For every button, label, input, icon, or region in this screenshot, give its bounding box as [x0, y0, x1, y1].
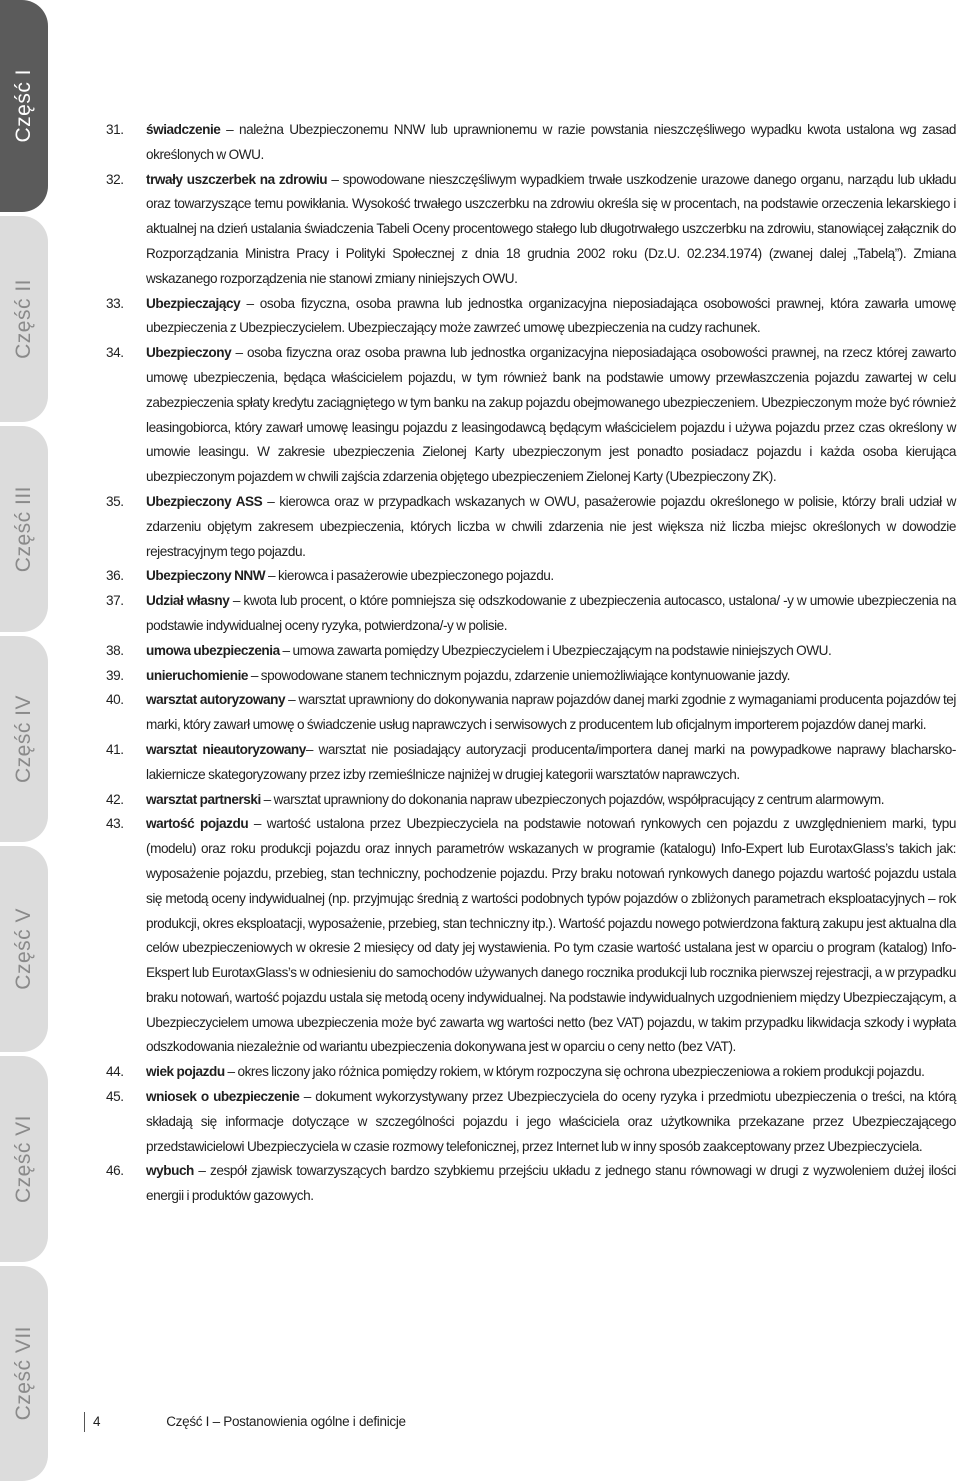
definition-text: – osoba fizyczna, osoba prawna lub jednostka organizacyjna nieposiadająca osobowości prawnej, która zawarła umowę ubezpieczenia z Ubezpieczycielem. Ubezpieczający może zawrzeć umowę ubezpieczenia na cudzy rachunek.	[146, 295, 956, 336]
definition-body	[146, 639, 960, 664]
definition-number: 37.	[106, 593, 124, 609]
definition-text: – kierowca oraz w przypadkach wskazanych w OWU, pasażerowie pojazdu określonego w polisie, którzy brali udział w zdarzeniu objętym zakresem ubezpieczenia, których liczba w chwili zdarzenia nie jest większa niż liczba miejsc określonych w dowodzie rejestracyjnym tego pojazdu.	[146, 493, 957, 559]
definition-term: wiek pojazdu	[146, 1064, 225, 1080]
definition-term: unieruchomienie	[146, 667, 249, 683]
definition-term: wybuch	[146, 1163, 194, 1179]
definition-body	[146, 564, 960, 589]
definition-body	[146, 341, 960, 490]
tab-czesc-4[interactable]	[0, 636, 48, 842]
definition-term: umowa ubezpieczenia	[146, 642, 280, 658]
footer-section-title: Część I – Postanowienia ogólne i definicje	[166, 1414, 406, 1429]
definition-body	[146, 292, 960, 342]
definition-text: – zespół zjawisk towarzyszących bardzo szybkiemu przejściu układu z jednego stanu równowagi w drugi z wyzwoleniem dużej ilości energii i produktów gazowych.	[146, 1163, 956, 1204]
definition-37	[86, 589, 960, 639]
definition-number: 33.	[106, 295, 124, 311]
section-tabs	[0, 0, 50, 1481]
definition-term: Ubezpieczający	[146, 295, 241, 311]
tab-label: Część II	[12, 279, 35, 359]
definition-body	[146, 168, 960, 292]
definition-43	[86, 812, 960, 1060]
definition-text: – okres liczony jako różnica pomiędzy rokiem, w którym rozpoczyna się ochrona ubezpieczeniowa a rokiem produkcji pojazdu.	[224, 1064, 925, 1080]
definition-text: – należna Ubezpieczonemu NNW lub uprawnionemu w razie powstania nieszczęśliwego wypadku kwota ustalona wg zasad określonych w OWU.	[146, 122, 956, 162]
definition-41	[86, 738, 960, 788]
tab-czesc-2[interactable]	[0, 216, 48, 422]
tab-label: Część IV	[12, 694, 35, 784]
definition-term: Ubezpieczony NNW	[146, 568, 266, 584]
definition-body	[146, 788, 960, 813]
definition-body	[146, 812, 960, 1060]
definition-32	[86, 168, 960, 292]
definition-term: świadczenie	[146, 122, 221, 137]
definition-number: 46.	[106, 1163, 124, 1179]
definition-text: – kierowca i pasażerowie ubezpieczonego pojazdu.	[265, 568, 554, 584]
definition-40	[86, 688, 960, 738]
definition-number: 39.	[106, 667, 124, 683]
definition-number: 38.	[106, 642, 124, 658]
page-number: 4	[93, 1414, 101, 1429]
definition-text: – wartość ustalona przez Ubezpieczyciela na podstawie notowań rynkowych cen pojazdu z uwzględnieniem marki, typu (modelu) oraz roku produkcji pojazdu oraz innych parametrów wskazanych w programie (katalogu) Info-Expert lub EurotaxGlass’s takich jak: wyposażenie pojazdu, przebieg, stan techniczny, pochodzenie pojazdu. Przy braku notowań rynkowych danego pojazdu wartość pojazdu ustala się metodą oceny indywidualnej (np. przyjmując średnią z wartości podobnych typów pojazdów o zbliżonych parametrach eksploatacyjnych – rok produkcji, okres eksploatacji, wyposażenie, przebieg, stan techniczny itp.). Wartość pojazdu nowego potwierdzona fakturą zakupu jest aktualna dla celów ubezpieczeniowych w okresie 2 miesięcy od daty jej wystawienia. Po tym czasie wartość ustalana jest w oparciu o program (katalog) Info-Ekspert lub EurotaxGlass’s w odniesieniu do samochodów używanych danego rocznika produkcji lub rocznika pierwszej rejestracji, a w przypadku braku notowań, wartość pojazdu ustala się metodą oceny indywidualnej. Na podstawie indywidualnych uzgodnieniem między Ubezpieczającym, a Ubezpieczycielem umowa ubezpieczenia może być zawarta wg wartości netto (bez VAT) pojazdu, w takim przypadku likwidacja szkody i wypłata odszkodowania niezależnie od wariantu ubezpieczenia dokonywana jest w oparciu o ceny netto (bez VAT).	[146, 816, 956, 1055]
definition-42	[86, 788, 960, 813]
definition-text: – spowodowane nieszczęśliwym wypadkiem trwałe uszkodzenie urazowe danego organu, narządu lub układu oraz towarzyszące temu powikłania. Wysokość trwałego uszczerbku na zdrowiu określa się w procentach, na podstawie orzeczenia lekarskiego i aktualnej na dzień ustalania świadczenia Tabeli Oceny procentowego stałego lub długotrwałego uszczerbku na zdrowiu, stanowiącej załącznik do Rozporządzania Ministra Pracy i Polityki Społecznej z dnia 18 grudnia 2002 roku (Dz.U. 02.234.1974) (zwanej dalej „Tabelą”). Zmiana wskazanego rozporządzenia nie stanowi zmiany niniejszych OWU.	[146, 171, 957, 286]
definition-term: Udział własny	[146, 593, 230, 609]
definition-36	[86, 564, 960, 589]
definition-number: 45.	[106, 1089, 124, 1105]
definition-body	[146, 490, 960, 564]
tab-czesc-6[interactable]	[0, 1056, 48, 1262]
definition-text: – warsztat uprawniony do dokonania napraw ubezpieczonych pojazdów, współpracujący z centrum alarmowym.	[260, 791, 885, 807]
definition-31	[86, 118, 960, 168]
definition-term: warsztat nieautoryzowany	[146, 741, 306, 757]
definition-body	[146, 1085, 960, 1159]
definition-number: 31.	[106, 122, 124, 137]
definitions-list	[86, 118, 960, 1209]
definition-term: warsztat autoryzowany	[146, 692, 286, 708]
definition-44	[86, 1060, 960, 1085]
tab-czesc-1[interactable]	[0, 0, 48, 212]
definition-body	[146, 1159, 960, 1209]
definition-body	[146, 664, 960, 689]
definition-number: 44.	[106, 1064, 124, 1080]
definition-text: – warsztat uprawniony do dokonywania napraw pojazdów danej marki zgodnie z wymaganiami producenta pojazdów tej marki, który zawarł umowę o świadczenie usług naprawczych i serwisowych z producentem lub oficjalnym importerem pojazdów danej marki.	[146, 692, 956, 733]
definition-term: wniosek o ubezpieczenie	[146, 1089, 300, 1105]
tab-label: Część III	[12, 485, 35, 573]
tab-label: Część VII	[12, 1326, 35, 1421]
definition-35	[86, 490, 960, 564]
definition-body	[146, 589, 960, 639]
definition-39	[86, 664, 960, 689]
definition-term: warsztat partnerski	[146, 791, 261, 807]
definition-text: – osoba fizyczna oraz osoba prawna lub jednostka organizacyjna nieposiadająca osobowości prawnej, na rzecz której zawarto umowę ubezpieczenia, będąca właścicielem pojazdu, w tym również bank na podstawie umowy przewłaszczenia pojazdu zawartej w celu zabezpieczenia spłaty kredytu zaciągniętego w tym banku na zakup pojazdu obejmowanego ubezpieczeniem. Ubezpieczonym może być również leasingobiorca, który zawarł umowę leasingu pojazdu z leasingodawcą będącym właścicielem pojazdu i używa pojazdu przez czas określony w umowie leasingu. W zakresie ubezpieczenia Zielonej Karty ubezpieczonym jest ponadto posiadacz pojazdu i każda osoba kierująca ubezpieczonym pojazdem w chwili zajścia zdarzenia objętego ubezpieczeniem Zielonej Karty (Ubezpieczony ZK).	[146, 345, 956, 485]
tab-czesc-7[interactable]	[0, 1266, 48, 1481]
definition-text: – spowodowane stanem technicznym pojazdu, zdarzenie uniemożliwiające kontynuowanie jazdy.	[248, 667, 790, 683]
definition-body	[146, 688, 960, 738]
tab-czesc-3[interactable]	[0, 426, 48, 632]
definition-text: – umowa zawarta pomiędzy Ubezpieczycielem i Ubezpieczającym na podstawie niniejszych OWU.	[279, 642, 832, 658]
tab-label: Część I	[12, 69, 35, 143]
definition-46	[86, 1159, 960, 1209]
footer-divider	[84, 1412, 85, 1432]
tab-label: Część VI	[12, 1114, 35, 1204]
definition-45	[86, 1085, 960, 1159]
definition-body	[146, 118, 960, 168]
definition-number: 41.	[106, 741, 124, 757]
definition-body	[146, 738, 960, 788]
definition-number: 34.	[106, 345, 124, 361]
definition-33	[86, 292, 960, 342]
definition-term: trwały uszczerbek na zdrowiu	[146, 171, 328, 187]
definition-text: – warsztat nie posiadający autoryzacji producenta/importera danej marki na powypadkowe naprawy blacharsko-lakiernicze skategoryzowany przez izby rzemieślnicze najniżej w drugiej kategorii warsztatów naprawczych.	[146, 741, 956, 782]
definition-text: – dokument wykorzystywany przez Ubezpieczyciela do oceny ryzyka i przedmiotu ubezpieczenia o treści, na którą składają się informacje dotyczące w szczególności pojazdu i jego właściciela oraz użytkownika przekazane przez Ubezpieczającego przedstawicielowi Ubezpieczyciela w czasie rozmowy telefonicznej, przez Internet lub w inny sposób zaakceptowany przez Ubezpieczyciela.	[146, 1089, 957, 1154]
definition-term: Ubezpieczony	[146, 345, 232, 361]
page-footer	[84, 1410, 406, 1434]
definition-number: 43.	[106, 816, 124, 832]
definition-number: 32.	[106, 171, 124, 187]
definition-number: 35.	[106, 493, 124, 509]
definition-34	[86, 341, 960, 490]
definition-number: 40.	[106, 692, 124, 708]
tab-czesc-5[interactable]	[0, 846, 48, 1052]
definition-term: Ubezpieczony ASS	[146, 493, 263, 509]
definition-body	[146, 1060, 960, 1085]
definition-38	[86, 639, 960, 664]
definition-text: – kwota lub procent, o które pomniejsza się odszkodowanie z ubezpieczenia autocasco, ustalona/ -y w umowie ubezpieczenia na podstawie indywidualnej oceny ryzyka, potwierdzona/-y w polisie.	[146, 593, 957, 633]
definition-number: 42.	[106, 791, 124, 807]
definition-term: wartość pojazdu	[146, 816, 249, 832]
tab-label: Część V	[12, 908, 35, 990]
definition-number: 36.	[106, 568, 124, 584]
